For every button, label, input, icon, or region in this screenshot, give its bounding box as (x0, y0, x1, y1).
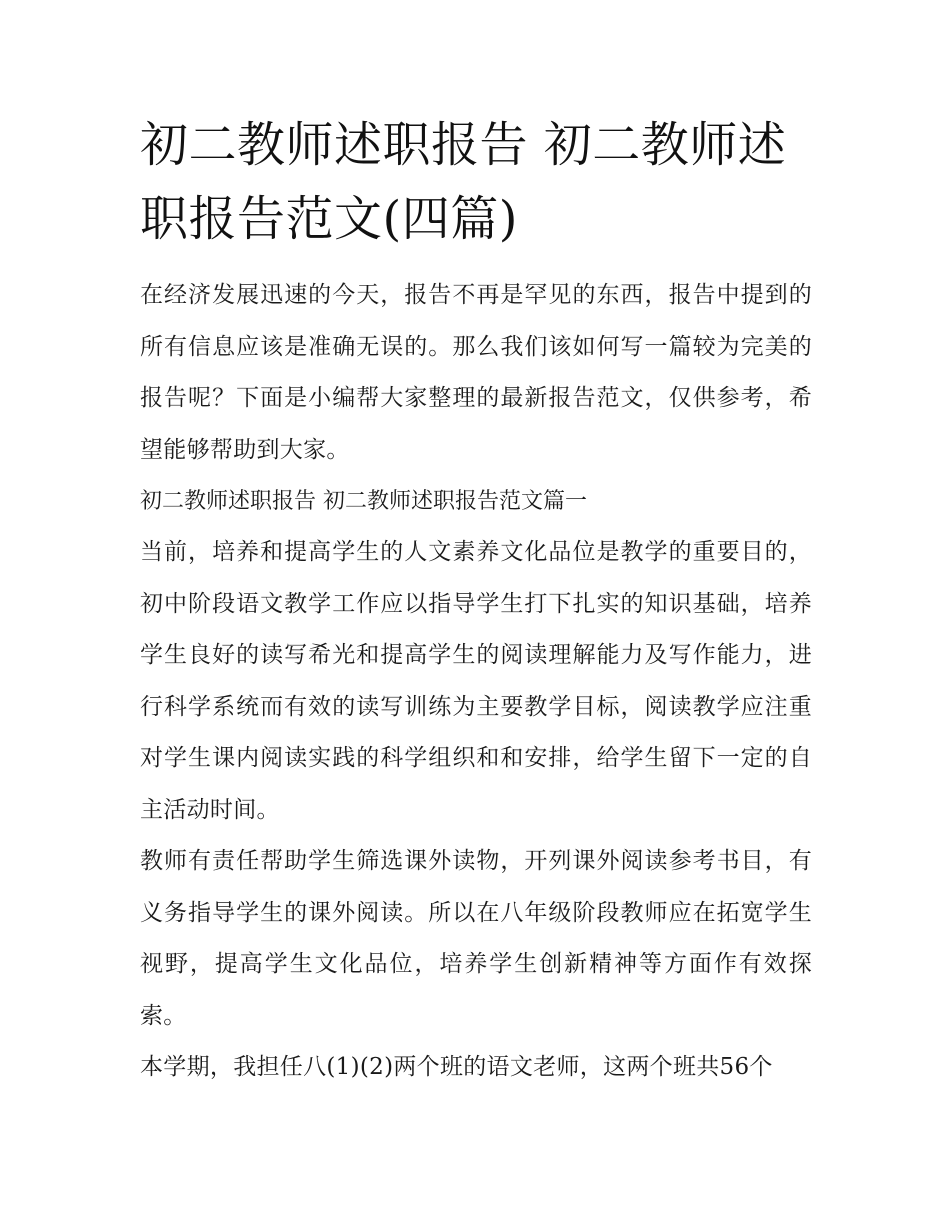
intro-paragraph: 在经济发展迅速的今天，报告不再是罕见的东西，报告中提到的所有信息应该是准确无误的。那么我们该如何写一篇较为完美的报告呢？下面是小编帮大家整理的最新报告范文，仅供参考，希望能够帮助到大家。 (140, 282, 812, 463)
document-body (140, 270, 812, 1094)
body-paragraph-1: 当前，培养和提高学生的人文素养文化品位是教学的重要目的，初中阶段语文教学工作应以指导学生打下扎实的知识基础，培养学生良好的读写希光和提高学生的阅读理解能力及写作能力，进行科学系统而有效的读写训练为主要教学目标，阅读教学应注重对学生课内阅读实践的科学组织和和安排，给学生留下一定的自主活动时间。 (140, 539, 812, 823)
body-paragraph-2: 教师有责任帮助学生筛选课外读物，开列课外阅读参考书目，有义务指导学生的课外阅读。所以在八年级阶段教师应在拓宽学生视野，提高学生文化品位，培养学生创新精神等方面作有效探索。 (140, 848, 812, 1029)
body-paragraph-3: 本学期，我担任八(1)(2)两个班的语文老师，这两个班共56个 (140, 1054, 773, 1080)
document-title: 初二教师述职报告 初二教师述职报告范文(四篇) (140, 117, 787, 247)
document-page (140, 108, 812, 1094)
section-heading: 初二教师述职报告 初二教师述职报告范文篇一 (140, 489, 587, 514)
